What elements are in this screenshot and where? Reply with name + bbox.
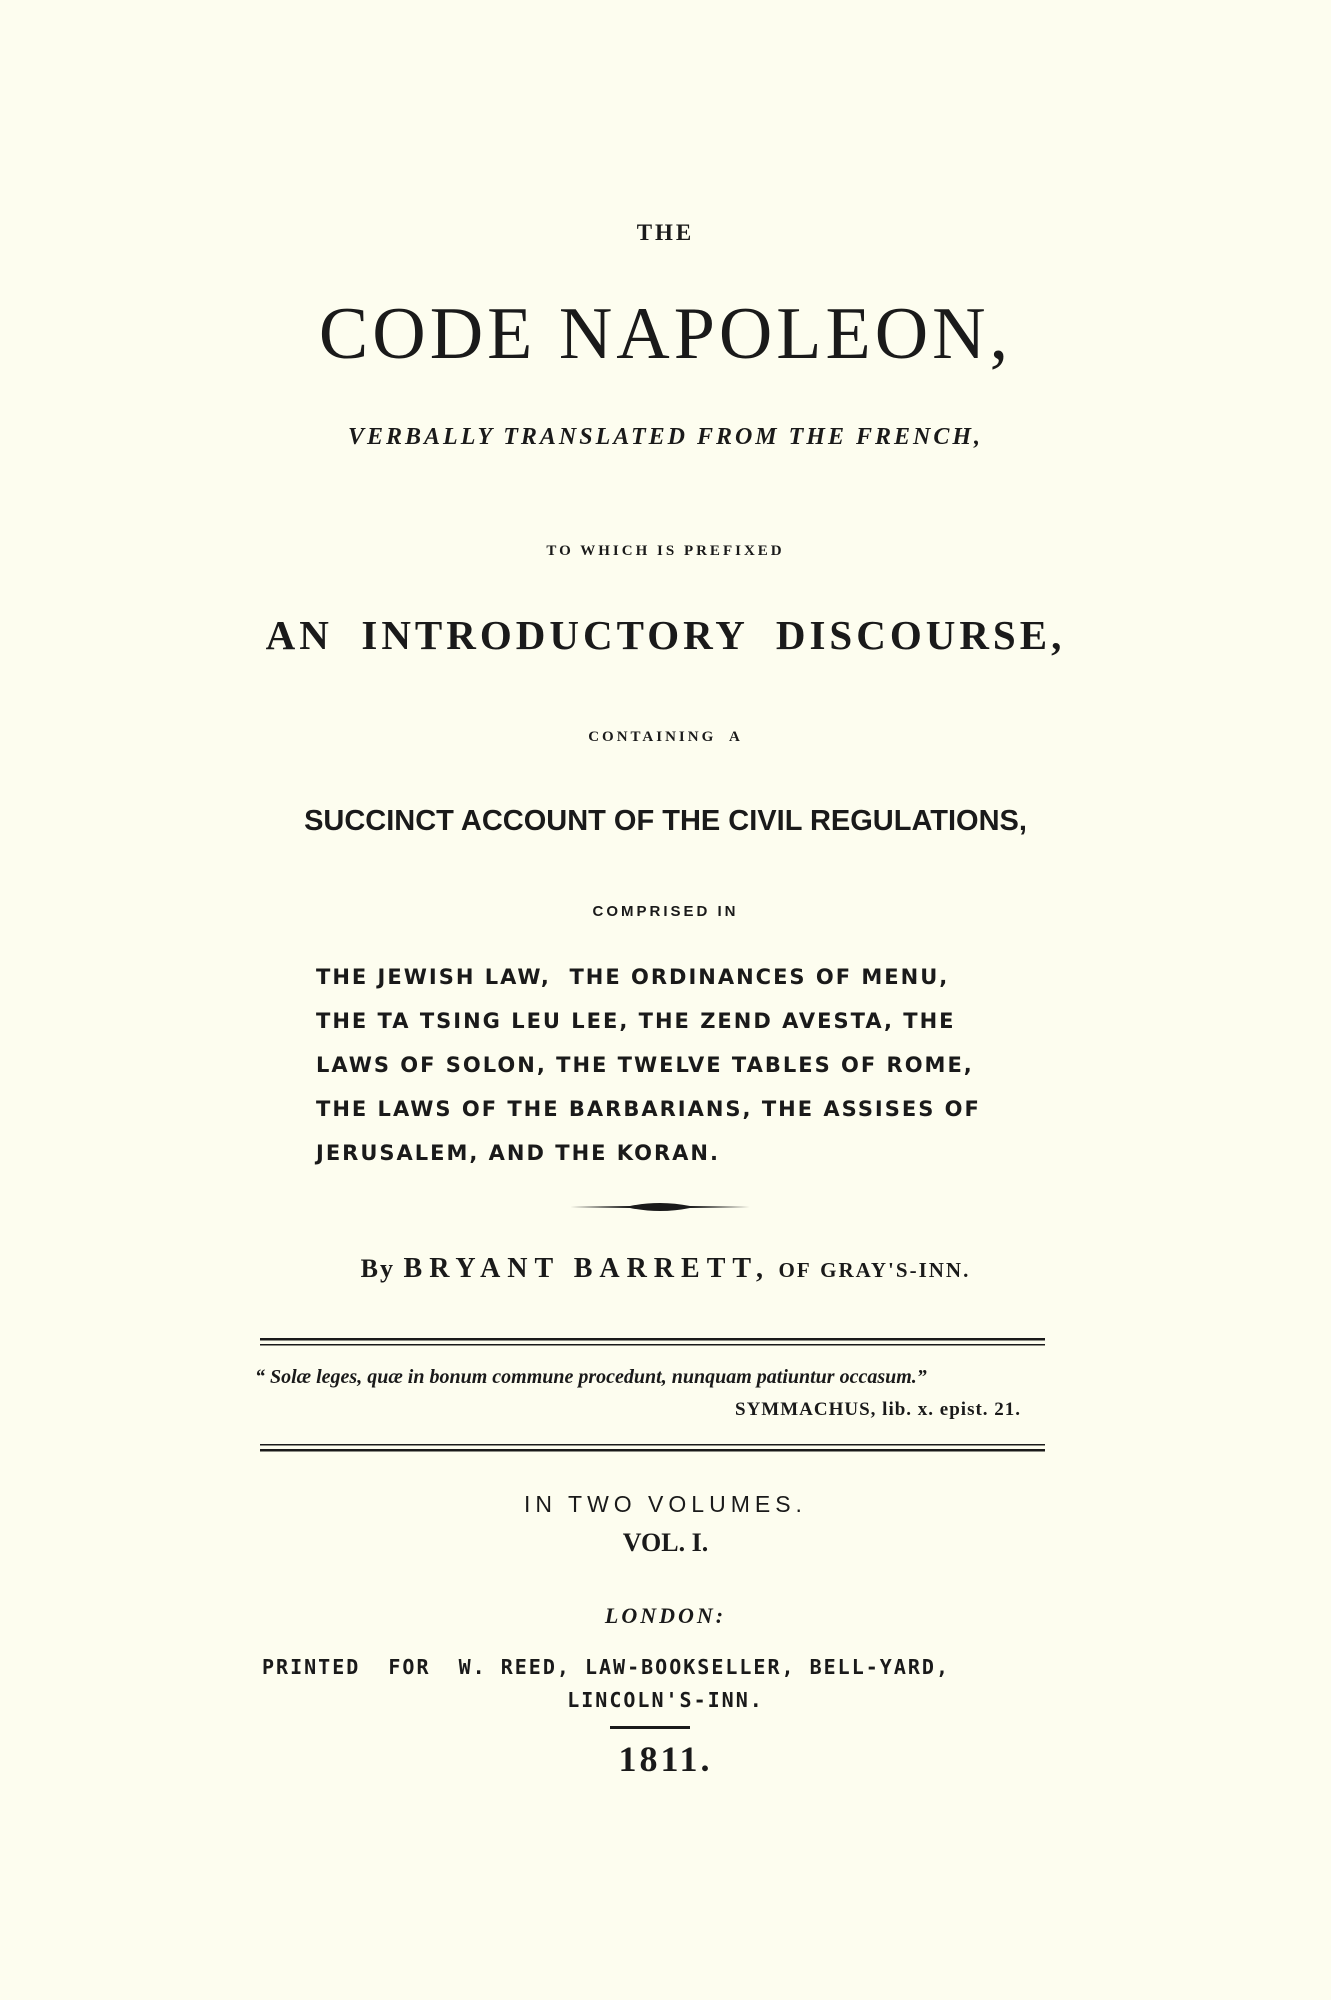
epigraph-quote: “ Solæ leges, quæ in bonum commune procedunt, nunquam patiuntur occasum.” xyxy=(255,1366,927,1388)
title-article: THE xyxy=(636,220,695,245)
laws-list xyxy=(316,955,1016,1175)
book-title: CODE NAPOLEON, xyxy=(318,293,1013,375)
comprised-in-label: COMPRISED IN xyxy=(592,903,739,920)
laws-line: THE TA TSING LEU LEE, THE ZEND AVESTA, THE xyxy=(316,1009,956,1033)
ornamental-divider xyxy=(570,1200,750,1214)
introductory-discourse: AN INTRODUCTORY DISCOURSE, xyxy=(265,612,1066,658)
printer-line: PRINTED FOR W. REED, LAW-BOOKSELLER, BELL-YARD, xyxy=(262,1655,951,1679)
author-affiliation: GRAY'S-INN. xyxy=(820,1258,971,1282)
volume-number: VOL. I. xyxy=(622,1528,709,1557)
succinct-account: SUCCINCT ACCOUNT OF THE CIVIL REGULATIONS, xyxy=(304,805,1027,837)
laws-line: LAWS OF SOLON, THE TWELVE TABLES OF ROME, xyxy=(316,1053,974,1077)
top-double-rule xyxy=(260,1338,1045,1348)
author-byline xyxy=(0,1253,1331,1285)
laws-line: JERUSALEM, AND THE KORAN. xyxy=(316,1141,720,1165)
volumes-note: IN TWO VOLUMES. xyxy=(524,1491,807,1517)
epigraph-attribution: SYMMACHUS, lib. x. epist. 21. xyxy=(735,1399,1022,1420)
laws-line: THE JEWISH LAW, THE ORDINANCES OF MENU, xyxy=(316,965,950,989)
containing-label: CONTAINING A xyxy=(588,729,743,745)
byline-by: By xyxy=(360,1254,396,1283)
publication-year: 1811. xyxy=(618,1739,713,1779)
printer-line-2: LINCOLN'S-INN. xyxy=(567,1688,764,1712)
subtitle: VERBALLY TRANSLATED FROM THE FRENCH, xyxy=(348,424,983,450)
laws-line: THE LAWS OF THE BARBARIANS, THE ASSISES OF xyxy=(316,1097,981,1121)
place-of-publication: LONDON: xyxy=(604,1603,727,1628)
year-rule xyxy=(610,1726,690,1729)
author-name: BRYANT BARRETT, xyxy=(403,1253,770,1284)
to-which-prefixed: TO WHICH IS PREFIXED xyxy=(546,543,785,559)
byline-of: OF xyxy=(778,1258,812,1282)
bottom-double-rule xyxy=(260,1444,1045,1454)
